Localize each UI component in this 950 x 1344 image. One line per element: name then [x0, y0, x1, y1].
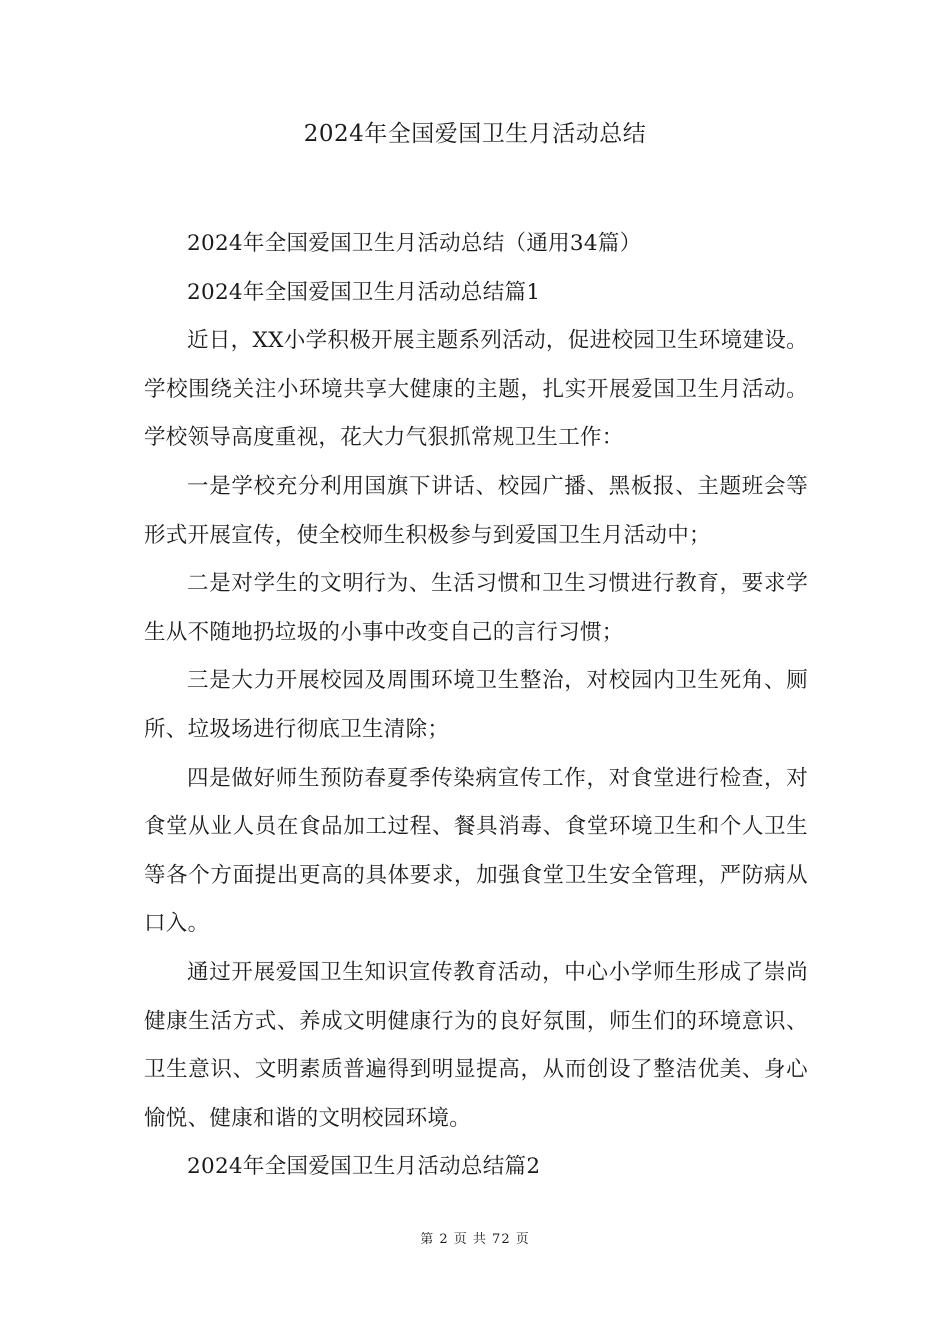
- paragraph-section-heading-2: 2024年全国爱国卫生月活动总结篇2: [187, 1154, 541, 1180]
- paragraph-intro: 近日，XX小学积极开展主题系列活动，促进校园卫生环境建设。学校围绕关注小环境共享大健康的主题，扎实开展爱国卫生月活动。学校领导高度重视，花大力气狠抓常规卫生工作：: [144, 328, 808, 451]
- paragraph-item-1: 一是学校充分利用国旗下讲话、校园广播、黑板报、主题班会等形式开展宣传，使全校师生积极参与到爱国卫生月活动中；: [144, 473, 808, 548]
- page-footer: 第 2 页 共 72 页: [420, 1232, 530, 1247]
- paragraph-item-3: 三是大力开展校园及周围环境卫生整治，对校园内卫生死角、厕所、垃圾场进行彻底卫生清除；: [144, 668, 808, 742]
- paragraph-item-4: 四是做好师生预防春夏季传染病宣传工作，对食堂进行检查，对食堂从业人员在食品加工过程、餐具消毒、食堂环境卫生和个人卫生等各个方面提出更高的具体要求，加强食堂卫生安全管理，严防病从口入。: [144, 765, 808, 937]
- paragraph-conclusion: 通过开展爱国卫生知识宣传教育活动，中心小学师生形成了崇尚健康生活方式、养成文明健康行为的良好氛围，师生们的环境意识、卫生意识、文明素质普遍得到明显提高，从而创设了整洁优美、身心愉悦、健康和谐的文明校园环境。: [144, 959, 808, 1131]
- page-title: 2024年全国爱国卫生月活动总结: [303, 121, 647, 147]
- paragraph-section-heading-1: 2024年全国爱国卫生月活动总结篇1: [187, 279, 541, 305]
- paragraph-subtitle: 2024年全国爱国卫生月活动总结（通用34篇）: [187, 231, 642, 256]
- document-body: [144, 220, 808, 1192]
- paragraph-item-2: 二是对学生的文明行为、生活习惯和卫生习惯进行教育，要求学生从不随地扔垃圾的小事中改变自己的言行习惯；: [144, 571, 808, 645]
